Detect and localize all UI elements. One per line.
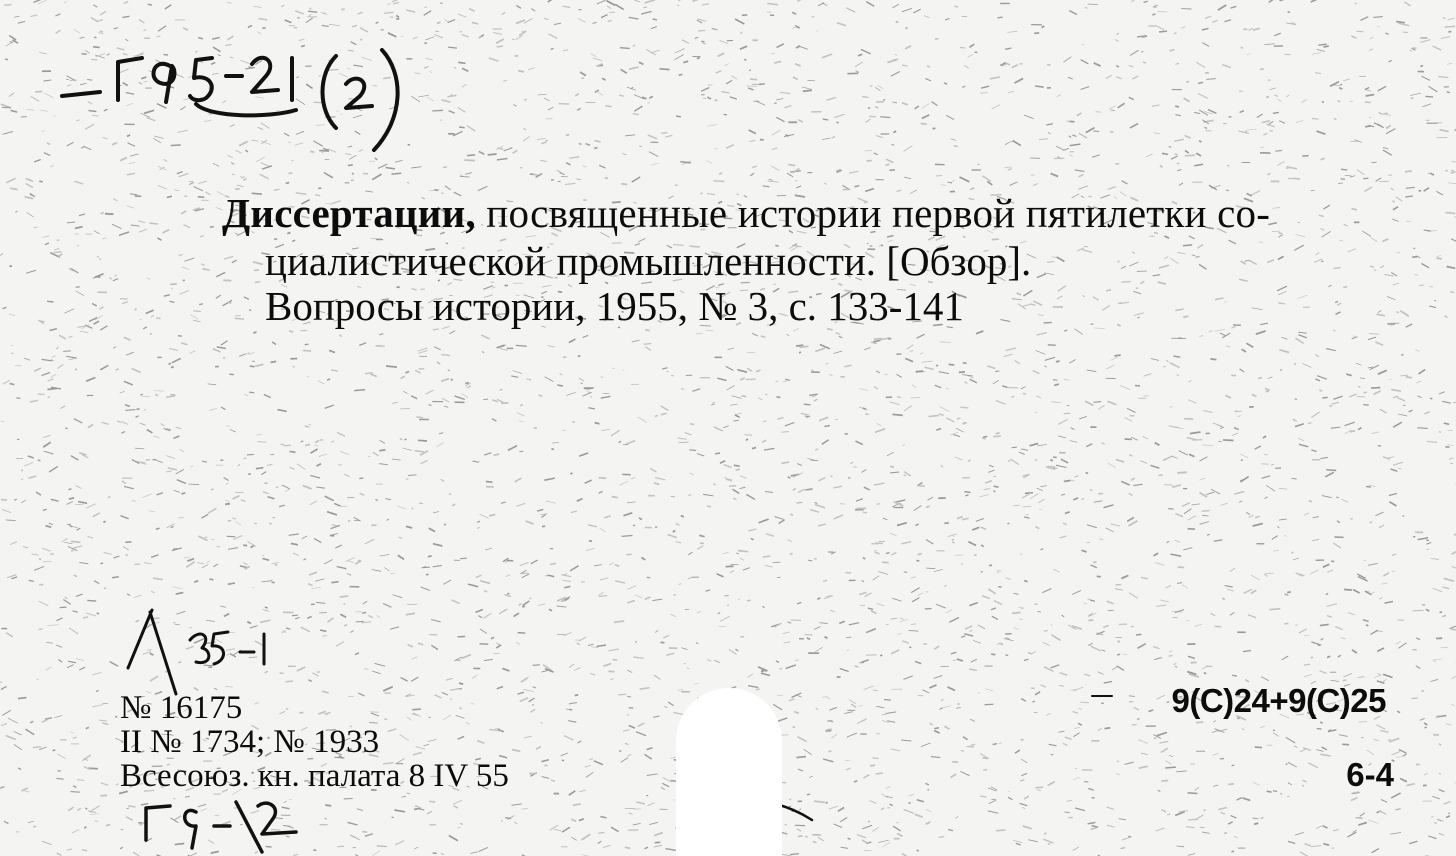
entry-title-rest: посвященные истории первой пятилетки со-	[475, 190, 1271, 236]
entry-title-line-2: циалистической промышленности. [Обзор].	[265, 238, 1032, 284]
classification-code: 9(С)24+9(С)25	[1171, 682, 1386, 719]
entry-title-lead: Диссертации,	[222, 190, 476, 236]
book-chamber-stamp: Всесоюз. кн. палата 8 IV 55	[120, 758, 509, 794]
record-number: № 16175	[120, 690, 243, 726]
entry-source-line: Вопросы истории, 1955, № 3, с. 133-141	[265, 283, 964, 329]
entry-title-line-1	[222, 190, 1270, 236]
index-numbers: II № 1734; № 1933	[120, 724, 380, 760]
card-punch-hole	[676, 688, 782, 856]
price-code: 6-4	[1346, 756, 1394, 793]
